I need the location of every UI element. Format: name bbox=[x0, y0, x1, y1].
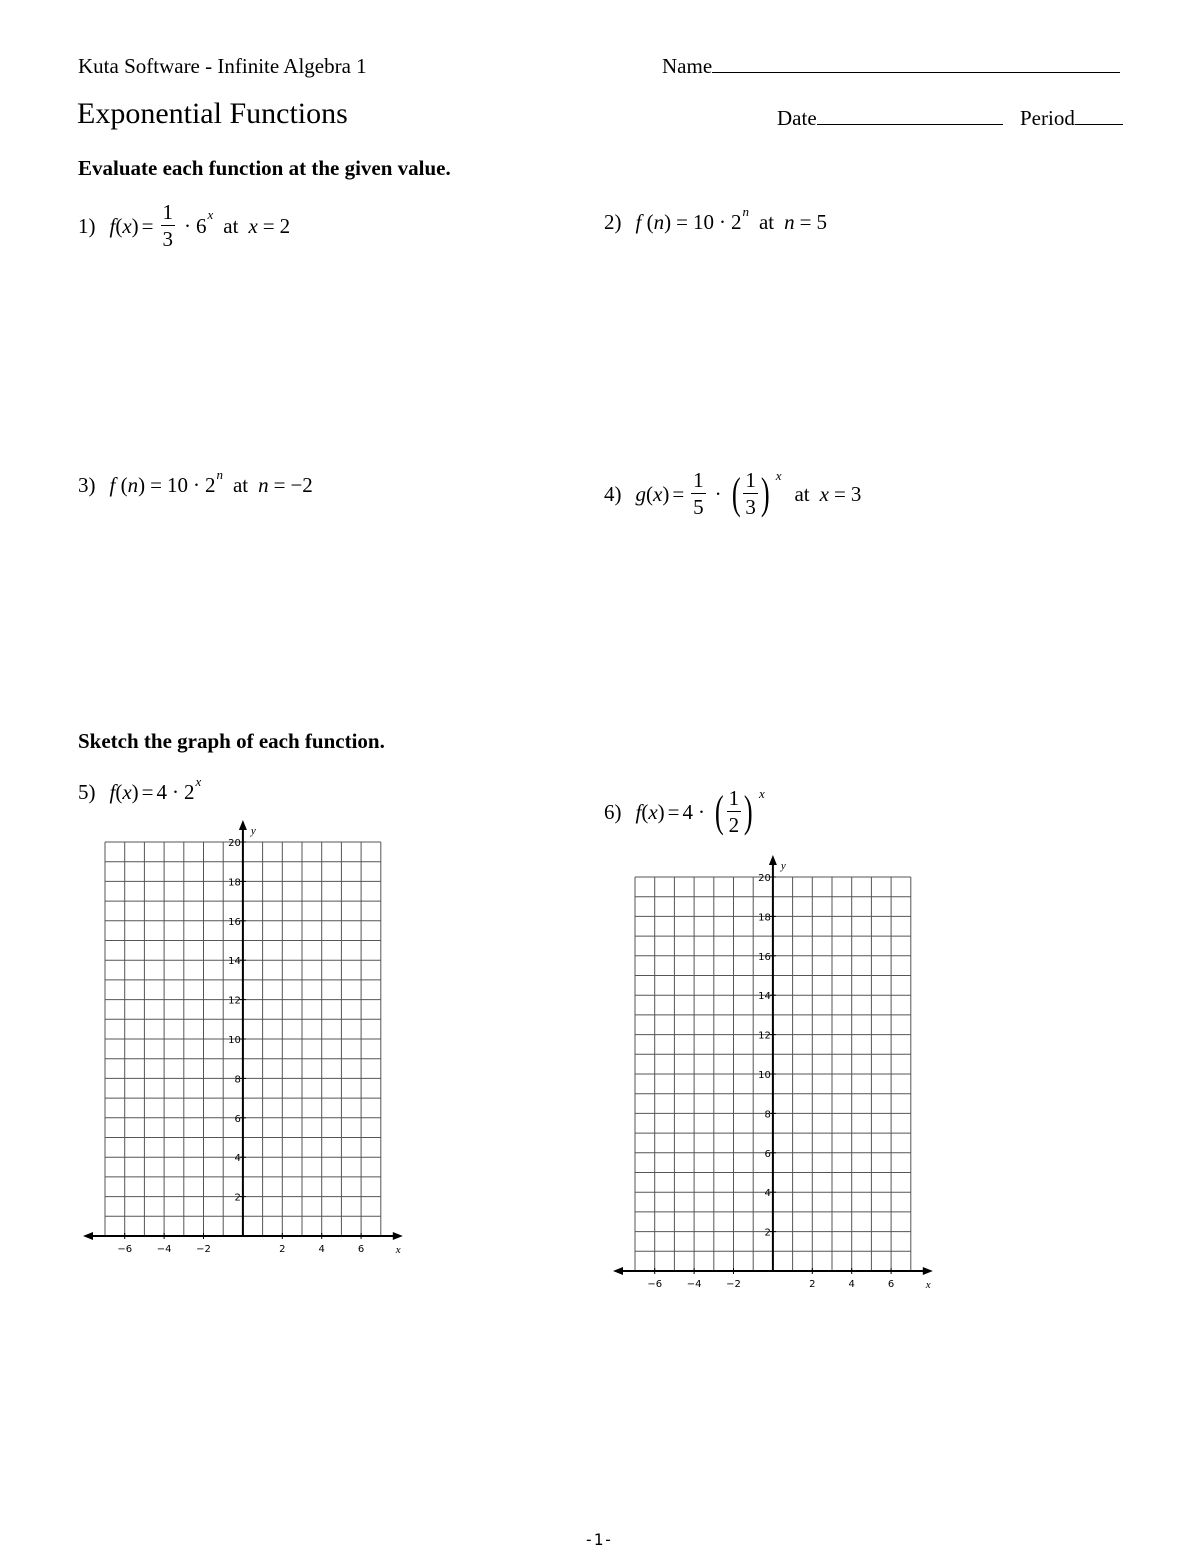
x-tick-label: −4 bbox=[686, 1279, 702, 1290]
coordinate-grid-5[interactable] bbox=[80, 820, 410, 1270]
y-tick-label: 8 bbox=[764, 1109, 771, 1121]
y-tick-label: 4 bbox=[764, 1188, 771, 1200]
problem-6: 6) f ( x ) = 4 · ( $\frac{1}{2}$ ) x bbox=[604, 786, 765, 837]
fraction: $\frac{1}{5}$ bbox=[693, 468, 704, 519]
name-label: Name bbox=[662, 54, 713, 78]
y-tick-label: 6 bbox=[234, 1113, 241, 1125]
period-label: Period bbox=[1020, 106, 1075, 130]
x-tick-label: 6 bbox=[357, 1244, 365, 1255]
x-tick-label: −2 bbox=[726, 1279, 741, 1290]
y-tick-label: 12 bbox=[758, 1030, 771, 1042]
parenthesized-fraction: ( $\frac{1}{3}$ ) x bbox=[731, 468, 782, 519]
problem-2: 2) f ( n ) = 10 · 2 n at n = 5 bbox=[604, 203, 827, 234]
section-instruction-sketch: Sketch the graph of each function. bbox=[78, 729, 385, 753]
x-axis-arrow-left bbox=[613, 1267, 623, 1275]
y-axis-label: y bbox=[780, 860, 786, 872]
period-field[interactable] bbox=[1020, 106, 1123, 131]
problem-1: 1) f ( x ) = $\frac{1}{3}$ · 6 x at x = 2 bbox=[78, 200, 291, 251]
date-field[interactable] bbox=[777, 106, 1003, 131]
x-tick-label: −6 bbox=[117, 1244, 133, 1255]
y-tick-label: 20 bbox=[228, 838, 241, 849]
y-tick-label: 8 bbox=[234, 1074, 241, 1086]
x-tick-label: 4 bbox=[848, 1279, 855, 1290]
x-tick-label: −4 bbox=[156, 1244, 172, 1255]
x-tick-label: 2 bbox=[809, 1279, 816, 1290]
publisher-label: Kuta Software - Infinite Algebra 1 bbox=[78, 54, 367, 78]
y-tick-label: 20 bbox=[758, 873, 771, 884]
name-field[interactable] bbox=[662, 54, 1120, 79]
x-axis-label: x bbox=[395, 1244, 401, 1256]
y-tick-label: 2 bbox=[764, 1227, 771, 1239]
date-label: Date bbox=[777, 106, 817, 130]
y-axis-arrow-up bbox=[239, 820, 247, 830]
x-tick-label: 4 bbox=[318, 1244, 325, 1255]
fraction: $\frac{1}{3}$ bbox=[162, 200, 174, 251]
y-tick-label: 10 bbox=[758, 1070, 771, 1081]
y-axis-arrow-up bbox=[769, 855, 777, 865]
y-tick-label: 10 bbox=[228, 1035, 241, 1046]
y-tick-label: 6 bbox=[764, 1148, 771, 1160]
worksheet-title: Exponential Functions bbox=[77, 97, 348, 130]
problem-3: 3) f ( n ) = 10 · 2 n at n = −2 bbox=[78, 466, 313, 497]
x-tick-label: 6 bbox=[887, 1279, 895, 1290]
y-tick-label: 18 bbox=[228, 877, 241, 889]
y-tick-label: 14 bbox=[758, 991, 771, 1003]
x-tick-label: −2 bbox=[196, 1244, 211, 1255]
x-axis-arrow-left bbox=[83, 1232, 93, 1240]
section-instruction-evaluate: Evaluate each function at the given value. bbox=[78, 156, 451, 180]
x-axis-label: x bbox=[925, 1279, 931, 1291]
y-tick-label: 4 bbox=[234, 1153, 241, 1165]
problem-4: 4) g ( x ) = $\frac{1}{5}$ · ( $\frac{1}{3}$ ) x at x = 3 bbox=[604, 468, 862, 519]
y-tick-label: 2 bbox=[234, 1192, 241, 1204]
y-axis-label: y bbox=[250, 825, 256, 837]
y-tick-label: 14 bbox=[228, 956, 241, 968]
x-axis-arrow-right bbox=[393, 1232, 403, 1240]
y-tick-label: 12 bbox=[228, 995, 241, 1007]
x-axis-arrow-right bbox=[923, 1267, 933, 1275]
problem-5: 5) f ( x ) = 4 · 2 x bbox=[78, 773, 202, 804]
y-tick-label: 16 bbox=[228, 916, 241, 928]
x-tick-label: −6 bbox=[647, 1279, 663, 1290]
parenthesized-fraction: ( $\frac{1}{2}$ ) x bbox=[714, 786, 765, 837]
y-tick-label: 16 bbox=[758, 951, 771, 963]
x-tick-label: 2 bbox=[279, 1244, 286, 1255]
y-tick-label: 18 bbox=[758, 912, 771, 924]
coordinate-grid-6[interactable] bbox=[610, 855, 940, 1305]
page-number: -1- bbox=[584, 1530, 613, 1549]
